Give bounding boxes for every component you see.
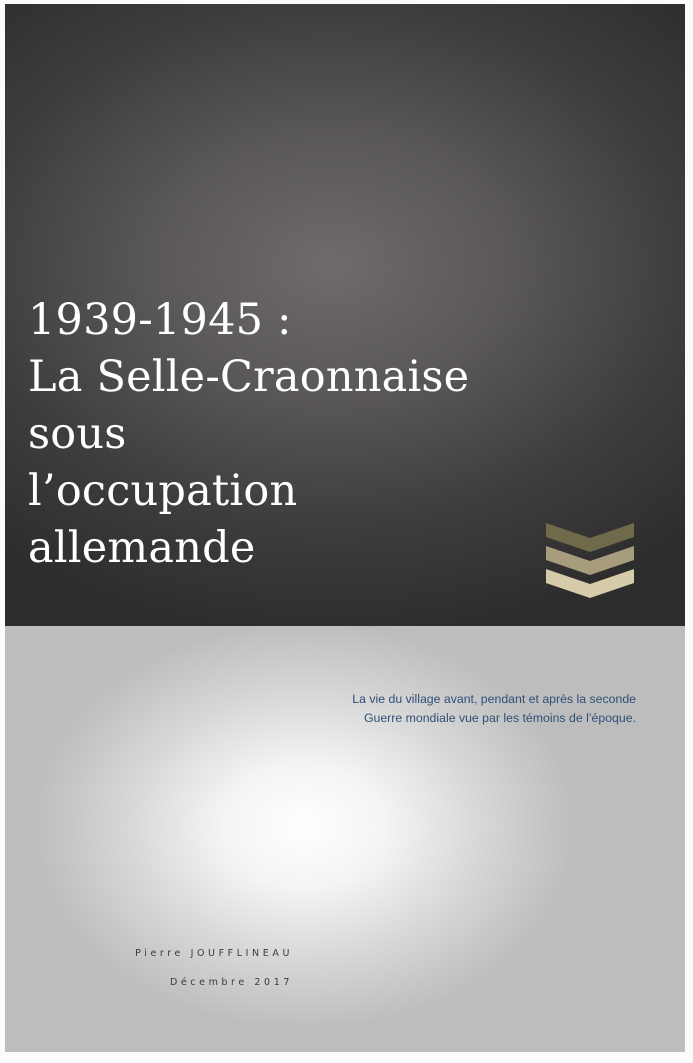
chevron-top-shape [546,523,634,552]
triple-chevron-icon [546,520,634,602]
cover-subtitle [300,690,636,728]
cover-title [28,292,548,577]
author-name: Pierre JOUFFLINEAU [135,948,293,959]
title-line: sous [28,409,127,459]
title-line: La Selle-Craonnaise [28,352,470,402]
title-line: l’occupation [28,466,298,516]
title-line: allemande [28,523,256,573]
subtitle-line: Guerre mondiale vue par les témoins de l’époque. [363,711,636,725]
publication-date: Décembre 2017 [169,977,293,988]
subtitle-line: La vie du village avant, pendant et après la seconde [352,692,636,706]
title-line: 1939-1945 : [28,295,292,345]
